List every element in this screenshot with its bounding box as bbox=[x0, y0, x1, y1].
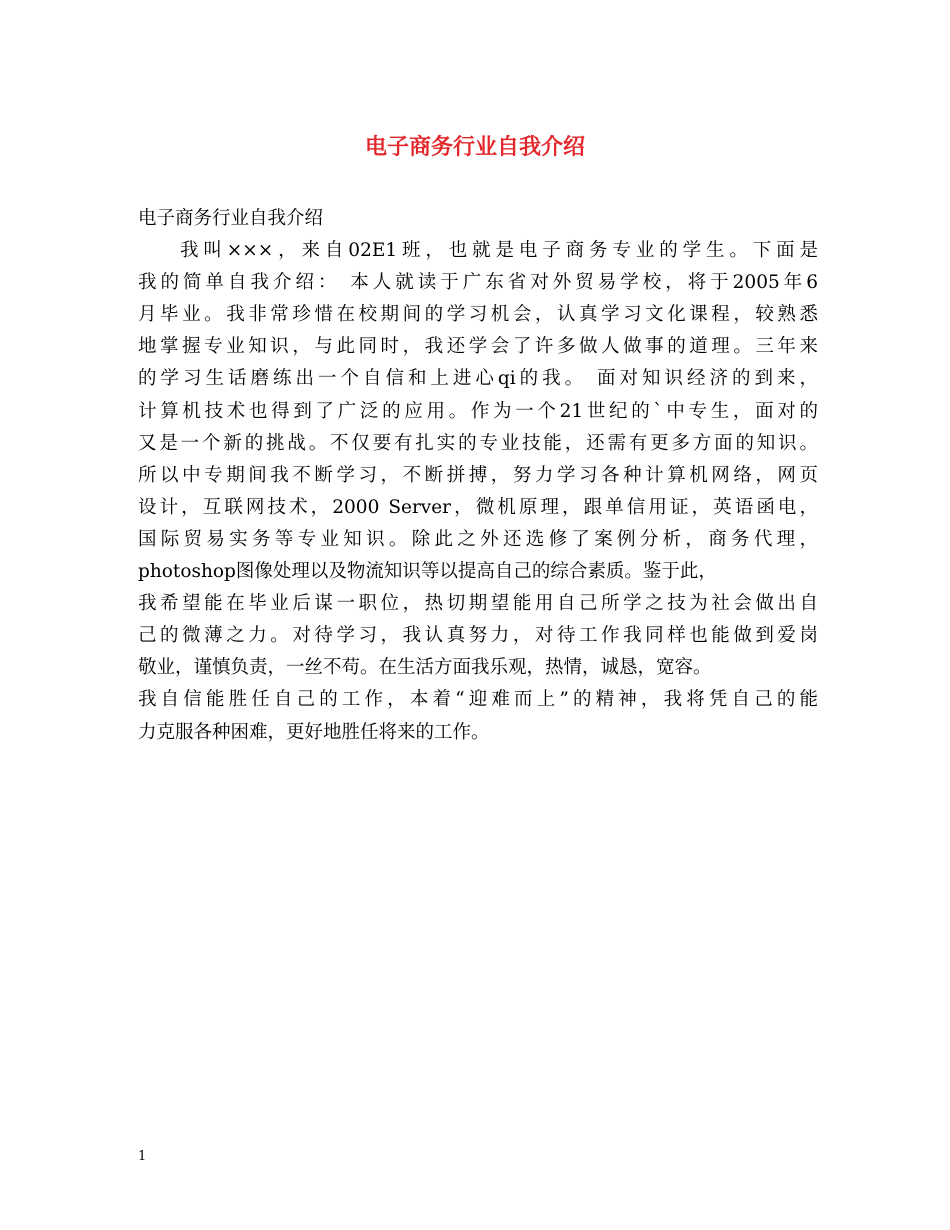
body-line: 所以中专期间我不断学习，不断拼搏，努力学习各种计算机网络，网页 bbox=[138, 464, 818, 486]
body-line: 我的简单自我介绍： 本人就读于广东省对外贸易学校，将于2005年6 bbox=[138, 272, 819, 294]
body-line: 己的微薄之力。对待学习，我认真努力，对待工作我同样也能做到爱岗 bbox=[138, 625, 818, 647]
body-line: 敬业，谨慎负责，一丝不苟。在生活方面我乐观，热情，诚恳，宽容。 bbox=[138, 657, 712, 679]
body-line: 又是一个新的挑战。不仅要有扎实的专业技能，还需有更多方面的知识。 bbox=[138, 432, 818, 454]
body-line: 月毕业。我非常珍惜在校期间的学习机会，认真学习文化课程，较熟悉 bbox=[138, 304, 818, 326]
body-line: 我希望能在毕业后谋一职位，热切期望能用自己所学之技为社会做出自 bbox=[138, 593, 818, 615]
body-line: 计算机技术也得到了广泛的应用。作为一个21世纪的`中专生，面对的 bbox=[138, 400, 818, 422]
body-line: 我叫×××，来自02E1班，也就是电子商务专业的学生。下面是 bbox=[180, 240, 818, 262]
body-line: 力克服各种困难，更好地胜任将来的工作。 bbox=[138, 721, 490, 743]
body-line: 的学习生话磨练出一个自信和上进心qi的我。 面对知识经济的到来， bbox=[138, 368, 818, 390]
document-body bbox=[138, 203, 818, 749]
body-line: 设计，互联网技术，2000 Server，微机原理，跟单信用证，英语函电， bbox=[138, 496, 818, 518]
body-subtitle: 电子商务行业自我介绍 bbox=[138, 208, 324, 229]
body-line: photoshop图像处理以及物流知识等以提高自己的综合素质。鉴于此， bbox=[138, 561, 717, 583]
body-line: 国际贸易实务等专业知识。除此之外还选修了案例分析，商务代理， bbox=[138, 528, 818, 550]
page-number: 1 bbox=[138, 1149, 147, 1164]
document-title: 电子商务行业自我介绍 bbox=[364, 134, 585, 160]
body-line: 我自信能胜任自己的工作，本着“迎难而上”的精神，我将凭自己的能 bbox=[138, 689, 818, 711]
body-line: 地掌握专业知识，与此同时，我还学会了许多做人做事的道理。三年来 bbox=[138, 336, 818, 358]
